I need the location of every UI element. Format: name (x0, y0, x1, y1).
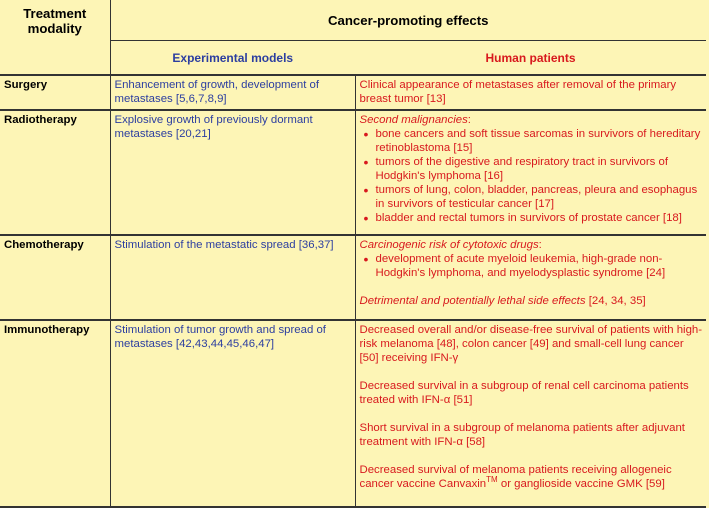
table-row (0, 235, 706, 320)
modality-cell: Radiotherapy (0, 110, 110, 235)
header-row-1 (0, 0, 706, 41)
human-paragraph: Decreased overall and/or disease-free survival of patients with high-risk melanoma [48], colon cancer [49] and small-cell lung cancer [50] receiving IFN-γ (359, 324, 703, 364)
list-item: • development of acute myeloid leukemia, high-grade non-Hodgkin's lymphoma, and myelodysplastic syndrome [24] (376, 252, 703, 280)
human-bullet-list (360, 252, 703, 280)
list-item: • bladder and rectal tumors in survivors of prostate cancer [18] (376, 211, 703, 225)
human-title: Carcinogenic risk of cytotoxic drugs: (359, 239, 542, 251)
list-item: • bone cancers and soft tissue sarcomas in survivors of hereditary retinoblastoma [15] (376, 127, 703, 155)
human-title: Second malignancies: (359, 114, 471, 126)
list-item: • tumors of the digestive and respiratory tract in survivors of Hodgkin's lymphoma [16] (376, 155, 703, 183)
modality-cell: Surgery (0, 75, 110, 110)
experimental-cell: Enhancement of growth, development of metastases [5,6,7,8,9] (110, 75, 355, 110)
experimental-models-header: Experimental models (110, 41, 355, 76)
modality-cell: Immunotherapy (0, 320, 110, 507)
human-italic-paragraph: Detrimental and potentially lethal side effects [24, 34, 35] (359, 295, 646, 307)
human-patients-header: Human patients (355, 41, 706, 76)
table-row (0, 75, 706, 110)
human-paragraph: Decreased survival in a subgroup of renal cell carcinoma patients treated with IFN-α [51] (359, 380, 689, 406)
human-cell (355, 320, 706, 507)
experimental-cell: Explosive growth of previously dormant metastases [20,21] (110, 110, 355, 235)
human-paragraph-last: Decreased survival of melanoma patients receiving allogeneic cancer vaccine Canvaxin™ or ganglioside vaccine GMK [59] (359, 464, 672, 490)
experimental-cell: Stimulation of tumor growth and spread of metastases [42,43,44,45,46,47] (110, 320, 355, 507)
treatment-modality-header: Treatment modality (0, 0, 110, 75)
list-item: • tumors of lung, colon, bladder, pancreas, pleura and esophagus in survivors of testicular cancer [17] (376, 183, 703, 211)
table-row (0, 320, 706, 507)
trademark-superscript: TM (486, 475, 498, 485)
human-cell (355, 235, 706, 320)
experimental-cell: Stimulation of the metastatic spread [36,37] (110, 235, 355, 320)
human-cell (355, 75, 706, 110)
modality-cell: Chemotherapy (0, 235, 110, 320)
cancer-promoting-effects-header: Cancer-promoting effects (110, 0, 706, 41)
human-paragraph: Clinical appearance of metastases after removal of the primary breast tumor [13] (359, 79, 677, 105)
human-cell (355, 110, 706, 235)
human-paragraph: Short survival in a subgroup of melanoma patients after adjuvant treatment with IFN-α [58] (359, 422, 685, 448)
human-bullet-list (360, 127, 703, 225)
table-row (0, 110, 706, 235)
